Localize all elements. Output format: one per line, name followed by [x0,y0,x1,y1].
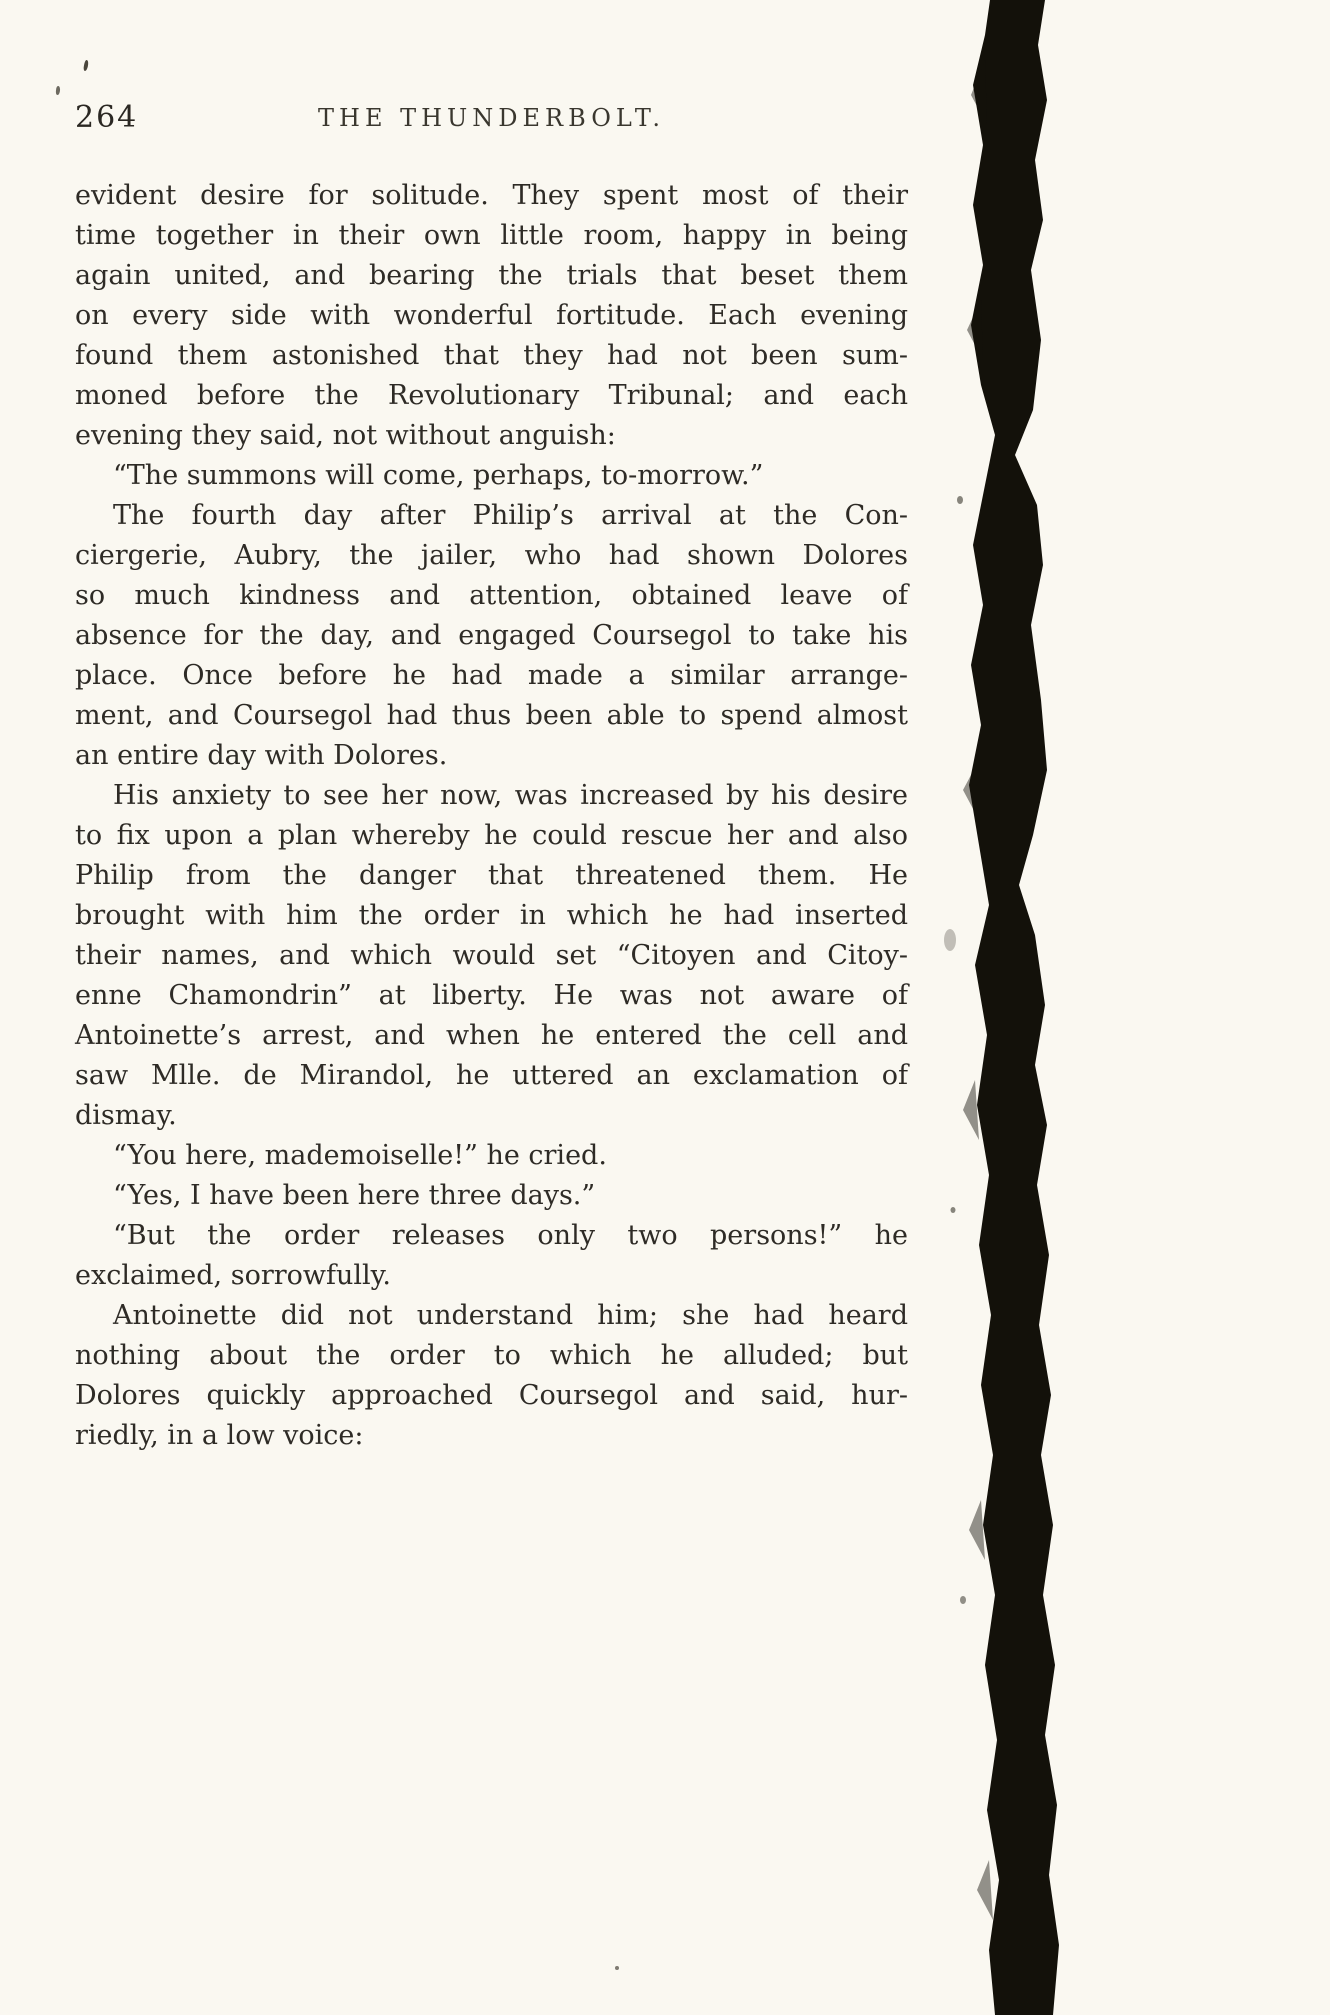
text-line: their names, and which would set “Citoyen and Citoy- [75,940,908,971]
text-line: found them astonished that they had not been sum- [75,340,908,371]
text-line: Antoinette did not understand him; she had heard [113,1300,908,1331]
text-line: Dolores quickly approached Coursegol and said, hur- [75,1380,908,1411]
text-line: riedly, in a low voice: [75,1420,364,1451]
text-line: enne Chamondrin” at liberty. He was not aware of [75,980,908,1011]
text-line: evening they said, not without anguish: [75,420,616,451]
page-header-row [75,100,908,140]
page-number: 264 [75,100,139,135]
text-line: absence for the day, and engaged Coursegol to take his [75,620,908,651]
running-header: THE THUNDERBOLT. [318,104,665,132]
text-line: dismay. [75,1100,177,1131]
text-line: Philip from the danger that threatened them. He [75,860,908,891]
text-line: again united, and bearing the trials that beset them [75,260,908,291]
text-line: nothing about the order to which he alluded; but [75,1340,908,1371]
text-line: Antoinette’s arrest, and when he entered the cell and [75,1020,908,1051]
text-line: to fix upon a plan whereby he could rescue her and also [75,820,908,851]
text-line: an entire day with Dolores. [75,740,448,771]
text-line: on every side with wonderful fortitude. Each evening [75,300,908,331]
ink-speck [615,1966,619,1970]
text-line: “The summons will come, perhaps, to-morrow.” [113,460,764,491]
ink-speck [83,60,89,72]
text-line: saw Mlle. de Mirandol, he uttered an exclamation of [75,1060,908,1091]
text-line: “Yes, I have been here three days.” [113,1180,596,1211]
text-line: “But the order releases only two persons!” he [113,1220,908,1251]
page-body [75,176,908,1456]
scan-edge-artifact [935,0,1065,2015]
text-line: place. Once before he had made a similar arrange- [75,660,908,691]
text-line: ciergerie, Aubry, the jailer, who had shown Dolores [75,540,908,571]
text-line: time together in their own little room, happy in being [75,220,908,251]
text-line: moned before the Revolutionary Tribunal; and each [75,380,908,411]
text-line: His anxiety to see her now, was increased by his desire [113,780,908,811]
text-line: brought with him the order in which he had inserted [75,900,908,931]
text-line: ment, and Coursegol had thus been able to spend almost [75,700,908,731]
text-line: evident desire for solitude. They spent most of their [75,180,908,211]
text-line: “You here, mademoiselle!” he cried. [113,1140,607,1171]
text-line: so much kindness and attention, obtained leave of [75,580,908,611]
text-line: The fourth day after Philip’s arrival at the Con- [113,500,908,531]
ink-speck [55,86,60,95]
text-line: exclaimed, sorrowfully. [75,1260,391,1291]
